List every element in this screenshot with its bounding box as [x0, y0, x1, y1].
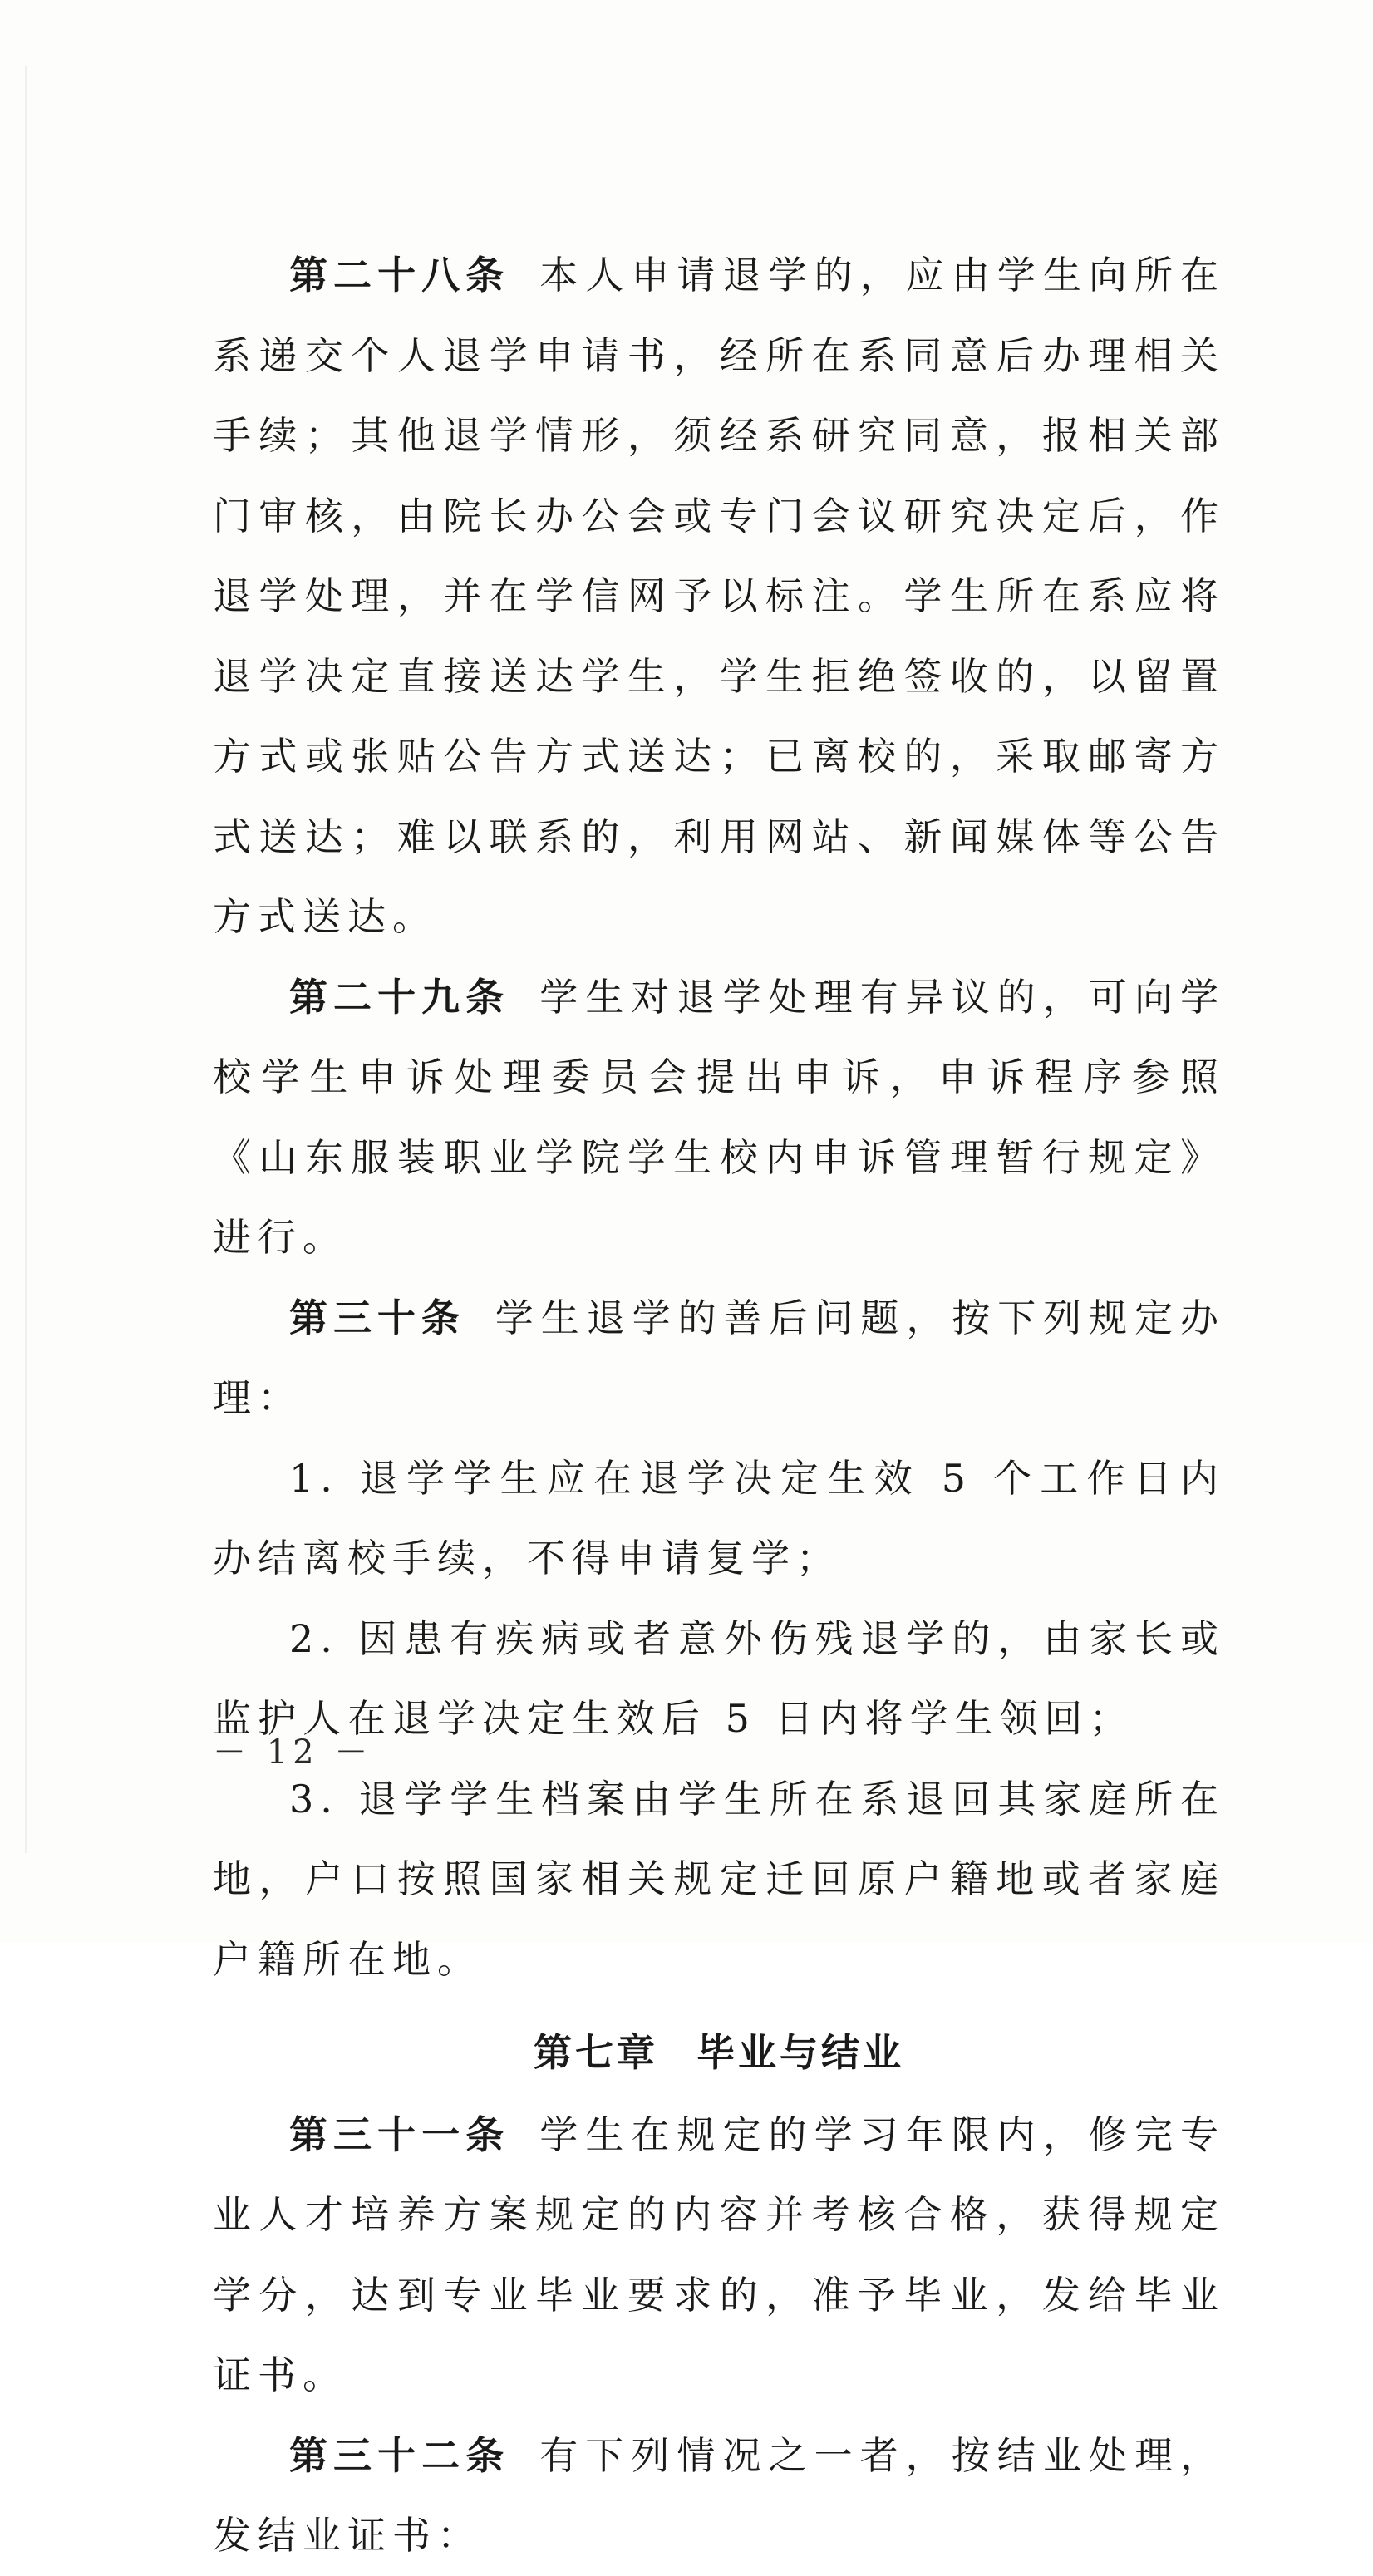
chapter-number: 第七章: [534, 2030, 658, 2075]
list-item: 1. 退学学生应在退学决定生效 5 个工作日内办结离校手续，不得申请复学；: [213, 1455, 1225, 1581]
article-30: [213, 1278, 1225, 1438]
article-text: 学生对退学处理有异议的，可向学校学生申诉处理委员会提出申诉，申诉程序参照《山东服装职业学院学生校内申诉管理暂行规定》进行。: [213, 974, 1226, 1260]
article-31: [213, 2095, 1225, 2416]
article-32: [213, 2416, 1225, 2576]
article-text: 有下列情况之一者，按结业处理，发结业证书：: [213, 2432, 1226, 2558]
article-heading: 第三十一条: [289, 2111, 510, 2157]
article-text: 学生在规定的学习年限内，修完专业人才培养方案规定的内容并考核合格，获得规定学分，达到专业毕业要求的，准予毕业，发给毕业证书。: [213, 2111, 1226, 2397]
article-heading: 第三十二条: [289, 2432, 510, 2478]
article-29: [213, 957, 1225, 1278]
chapter-heading: [213, 1999, 1225, 2095]
list-item: 3. 退学学生档案由学生所在系退回其家庭所在地，户口按照国家相关规定迁回原户籍地或者家庭户籍所在地。: [213, 1776, 1225, 1982]
list-item: 2. 因患有疾病或者意外伤残退学的，由家长或监护人在退学决定生效后 5 日内将学生领回；: [213, 1615, 1225, 1741]
article-heading: 第三十条: [289, 1295, 465, 1340]
article-text: 本人申请退学的，应由学生向所在系递交个人退学申请书，经所在系同意后办理相关手续；其他退学情形，须经系研究同意，报相关部门审核，由院长办公会或专门会议研究决定后，作退学处理，并在学信网予以标注。学生所在系应将退学决定直接送达学生，学生拒绝签收的，以留置方式或张贴公告方式送达；已离校的，采取邮寄方式送达；难以联系的，利用网站、新闻媒体等公告方式送达。: [213, 253, 1226, 939]
article-28: [213, 235, 1225, 957]
body-text: [213, 235, 1225, 2576]
page-number: － 12 －: [213, 1733, 373, 1772]
article-text: 学生退学的善后问题，按下列规定办理：: [213, 1295, 1226, 1420]
article-heading: 第二十八条: [289, 253, 510, 297]
chapter-title: 毕业与结业: [696, 2030, 904, 2075]
binding-shadow: [25, 66, 27, 1853]
article-heading: 第二十九条: [289, 974, 510, 1020]
